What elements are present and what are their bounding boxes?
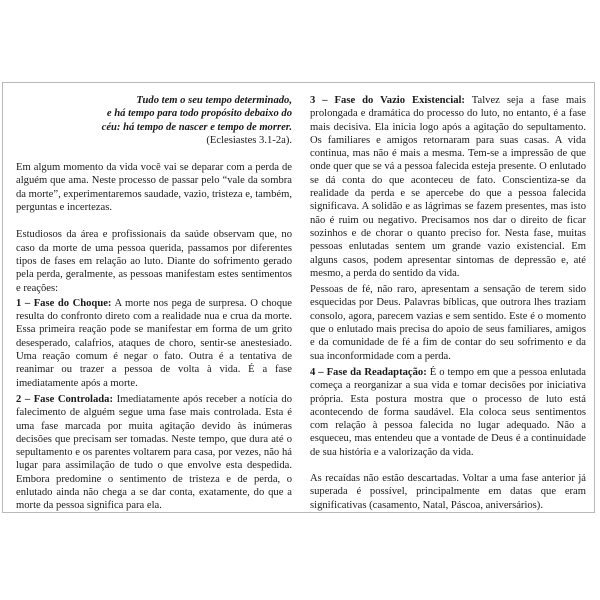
phase-3-paragraph <box>310 94 586 280</box>
relapse-note-paragraph: As recaídas não estão descartadas. Voltar a uma fase anterior já superada é possível, principalmente em datas que eram significativas (casamento, Natal, Páscoa, aniversários). <box>310 473 586 511</box>
phase-1-body: A morte nos pega de surpresa. O choque resulta do confronto direto com a realidade nua e crua da morte. Essa primeira reação pode se manifestar em forma de um grito desesperado, calafrios, ataques de choro, sentir-se anestesiado. Uma reação comum é negar o fato. Outra é a tentativa de reanimar ou trazer a pessoa de volta à vida. É a fase imediatamente após a morte. <box>16 297 292 389</box>
phase-4-title: 4 – Fase da Readaptação: <box>310 366 427 378</box>
phase-4-body: É o tempo em que a pessoa enlutada começa a reorganizar a sua vida e tomar decisões por iniciativa própria. Esta postura mostra que o processo de luto está acontecendo de forma saudável. Ela coloca seus sentimentos com relação à pessoa falecida no lugar adequado. Não a esqueceu, mas entendeu que a vontade de Deus é a continuidade de sua história e a valorização da vida. <box>310 366 586 458</box>
scripture-citation: (Eclesiastes 3.1-2a). <box>206 134 292 146</box>
two-column-layout <box>3 83 594 516</box>
phase-1-paragraph <box>16 297 292 390</box>
epigraph <box>16 94 292 147</box>
phase-2-body: Imediatamente após receber a notícia do falecimento de alguém segue uma fase mais controlada. Esta é uma fase marcada por muita agitação devido às inúmeras decisões que precisam ser tomadas. Neste tempo, que dura até o sepultamento e os parentes voltarem para casa, por vezes, não há lugar para assimilação de tudo o que envolve esta despedida. Embora predomine o sentimento de tristeza e de perda, o enlutado ainda não chega a se dar conta, exatamente, do que a morte da pessoa significa para ela. <box>16 393 292 512</box>
phase-2-paragraph <box>16 393 292 513</box>
phase-4-paragraph <box>310 366 586 459</box>
observation-paragraph: Estudiosos da área e profissionais da saúde observam que, no caso da morte de uma pessoa querida, passamos por diferentes tipos de fases em relação ao luto. Diante do sofrimento gerado pela perda, geralmente, as pessoas manifestam estes sentimentos e reações: <box>16 229 292 294</box>
phase-1-title: 1 – Fase do Choque: <box>16 297 112 309</box>
epigraph-line-1: Tudo tem o seu tempo determinado, <box>136 95 292 106</box>
faith-paragraph: Pessoas de fé, não raro, apresentam a sensação de terem sido esquecidas por Deus. Palavras bíblicas, que outrora lhes traziam consolo, agora, parecem vazias e sem sentido. Este é o momento que o enlutado mais precisa do apoio de seus familiares, amigos e da comunidade de fé a fim de contar do seu sofrimento e da sua inconformidade com a perda. <box>310 284 586 362</box>
right-column <box>310 94 586 516</box>
intro-paragraph: Em algum momento da vida você vai se deparar com a perda de alguém que ama. Neste processo de passar pelo “vale da sombra da morte”, experimentaremos saudade, vazio, tristeza e, também, perguntas e incertezas. <box>16 162 292 214</box>
epigraph-line-3: céu: há tempo de nascer e tempo de morrer. <box>101 121 292 133</box>
phase-3-body: Talvez seja a fase mais prolongada e dramática do processo do luto, no entanto, é a fase mais decisiva. Ela inicia logo após a agitação do sepultamento. Os familiares e amigos retornaram para suas casas. A vida continua, mas não é mais a mesma. Tem-se a impressão de que onde quer que se vá a pessoa falecida esteja presente. O enlutado se dá conta do que aconteceu de fato. Conscientiza-se da realidade da perda e se apercebe do que a pessoa falecida significava. A solidão e as lágrimas se fazem presentes, mas isto não é ruim ou negativo. Precisamos nos dar o direito de ficar sozinhos e de chorar o quanto preciso for. Nesta fase, muitas pessoas enlutadas sentem um grande vazio existencial. Em alguns casos, podem apresentar sintomas de depressão e, até mesmo, a perda do sentido da vida. <box>310 95 586 279</box>
left-column <box>16 94 292 516</box>
phase-3-title: 3 – Fase do Vazio Existencial: <box>310 95 465 106</box>
leaflet-page <box>2 82 595 513</box>
phase-2-title: 2 – Fase Controlada: <box>16 393 113 405</box>
epigraph-line-2: e há tempo para todo propósito debaixo do <box>106 108 292 120</box>
